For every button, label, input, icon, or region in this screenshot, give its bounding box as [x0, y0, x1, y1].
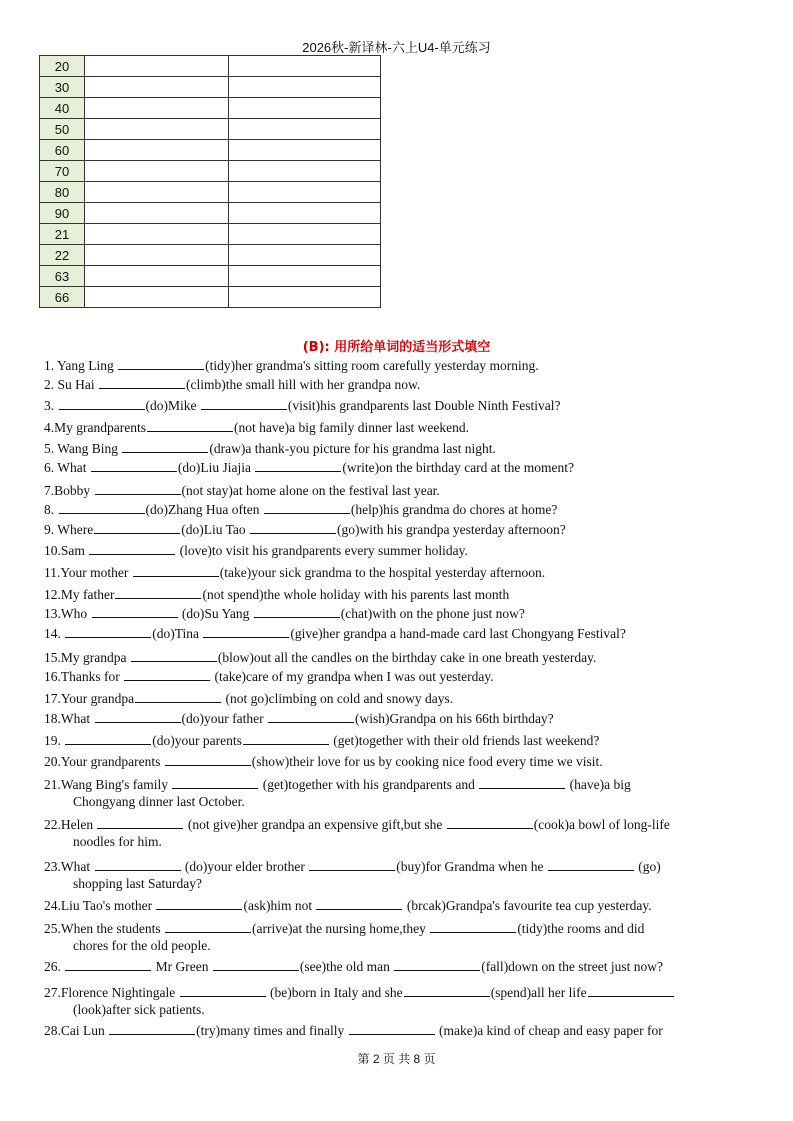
- question-text: (fall)down on the street just now?: [481, 959, 664, 974]
- question-item: [44, 649, 745, 666]
- question-text: (take)your sick grandma to the hospital yesterday afternoon.: [219, 565, 546, 580]
- answer-blank[interactable]: [92, 605, 178, 618]
- table-row: [40, 245, 381, 266]
- answer-blank[interactable]: [99, 376, 185, 389]
- answer-blank[interactable]: [115, 586, 201, 599]
- row-number: 20: [40, 56, 85, 77]
- answer-blank[interactable]: [316, 897, 402, 910]
- question-item: [44, 459, 745, 476]
- question-text: (draw)a thank-you picture for his grandma last night.: [209, 441, 496, 456]
- answer-blank[interactable]: [109, 1022, 195, 1035]
- question-text: (spend)all her life: [490, 985, 587, 1000]
- question-text: (show)their love for us by cooking nice food every time we visit.: [251, 754, 603, 769]
- question-text: (not stay)at home alone on the festival last year.: [181, 483, 440, 498]
- question-text: (arrive)at the nursing home,they: [251, 921, 430, 936]
- question-text: (do)Liu Tao: [181, 522, 250, 537]
- answer-cell[interactable]: [229, 119, 381, 140]
- table-row: [40, 224, 381, 245]
- answer-blank[interactable]: [118, 357, 204, 370]
- answer-cell[interactable]: [85, 224, 229, 245]
- question-text: (get)together with his grandparents and: [259, 777, 479, 792]
- answer-cell[interactable]: [229, 182, 381, 203]
- question-text: 2. Su Hai: [44, 377, 98, 392]
- answer-cell[interactable]: [85, 287, 229, 308]
- answer-blank[interactable]: [94, 521, 180, 534]
- row-number: 63: [40, 266, 85, 287]
- question-text: (do)your father: [181, 711, 267, 726]
- question-text: (blow)out all the candles on the birthday cake in one breath yesterday.: [217, 650, 597, 665]
- question-text: 24.Liu Tao's mother: [44, 898, 156, 913]
- question-item: [44, 1022, 745, 1039]
- answer-cell[interactable]: [85, 56, 229, 77]
- table-row: [40, 266, 381, 287]
- answer-cell[interactable]: [85, 203, 229, 224]
- question-text: (help)his grandma do chores at home?: [350, 502, 558, 517]
- question-text: 18.What: [44, 711, 94, 726]
- answer-blank[interactable]: [97, 816, 183, 829]
- row-number: 21: [40, 224, 85, 245]
- question-item: [44, 668, 745, 685]
- answer-blank[interactable]: [394, 958, 480, 971]
- question-text: (chat)with on the phone just now?: [340, 606, 525, 621]
- answer-blank[interactable]: [250, 521, 336, 534]
- question-text: (do)Mike: [145, 398, 200, 413]
- row-number: 90: [40, 203, 85, 224]
- question-item: [44, 984, 745, 1018]
- question-text: 7.Bobby: [44, 483, 94, 498]
- question-text: (climb)the small hill with her grandpa now.: [186, 377, 421, 392]
- question-text: 20.Your grandparents: [44, 754, 164, 769]
- question-item: [44, 776, 745, 810]
- question-text: 8.: [44, 502, 58, 517]
- question-text: (be)born in Italy and she: [266, 985, 403, 1000]
- answer-blank[interactable]: [65, 625, 151, 638]
- answer-cell[interactable]: [85, 77, 229, 98]
- question-item: [44, 564, 745, 581]
- answer-blank[interactable]: [135, 690, 221, 703]
- question-text: 27.Florence Nightingale: [44, 985, 179, 1000]
- question-item: [44, 440, 745, 457]
- answer-blank[interactable]: [89, 542, 175, 555]
- question-text: 17.Your grandpa: [44, 691, 135, 706]
- question-continuation: [44, 833, 745, 850]
- question-text: (do)Liu Jiajia: [177, 460, 255, 475]
- answer-blank[interactable]: [430, 920, 516, 933]
- question-text: (not spend)the whole holiday with his parents last month: [202, 587, 510, 602]
- answer-blank[interactable]: [124, 668, 210, 681]
- section-title: (B): 用所给单词的适当形式填空: [302, 340, 491, 355]
- answer-blank[interactable]: [147, 419, 233, 432]
- table-row: [40, 98, 381, 119]
- question-text: 21.Wang Bing's family: [44, 777, 172, 792]
- answer-blank[interactable]: [122, 440, 208, 453]
- answer-cell[interactable]: [229, 266, 381, 287]
- question-text: 11.Your mother: [44, 565, 132, 580]
- row-number: 60: [40, 140, 85, 161]
- question-item: [44, 816, 745, 850]
- answer-blank[interactable]: [201, 397, 287, 410]
- answer-blank[interactable]: [447, 816, 533, 829]
- answer-blank[interactable]: [165, 920, 251, 933]
- question-text: 19.: [44, 733, 65, 748]
- answer-blank[interactable]: [309, 858, 395, 871]
- question-continuation: [44, 875, 745, 892]
- answer-cell[interactable]: [85, 119, 229, 140]
- answer-blank[interactable]: [95, 710, 181, 723]
- question-text: 10.Sam: [44, 543, 89, 558]
- question-text: (visit)his grandparents last Double Ninth Festival?: [287, 398, 561, 413]
- answer-blank[interactable]: [479, 776, 565, 789]
- question-item: [44, 419, 745, 436]
- page-footer: 第 2 页 共 8 页: [357, 1052, 436, 1066]
- table-row: [40, 56, 381, 77]
- question-item: [44, 710, 745, 727]
- answer-cell[interactable]: [229, 77, 381, 98]
- question-text: 13.Who: [44, 606, 91, 621]
- answer-blank[interactable]: [180, 984, 266, 997]
- question-item: [44, 482, 745, 499]
- table-row: [40, 182, 381, 203]
- question-text: (go): [634, 859, 661, 874]
- answer-blank[interactable]: [264, 501, 350, 514]
- question-text: (tidy)her grandma's sitting room carefully yesterday morning.: [205, 358, 539, 373]
- question-text: (wish)Grandpa on his 66th birthday?: [354, 711, 554, 726]
- answer-blank[interactable]: [95, 482, 181, 495]
- answer-blank[interactable]: [588, 984, 674, 997]
- answer-blank[interactable]: [255, 459, 341, 472]
- question-item: [44, 586, 745, 603]
- question-text: 9. Where: [44, 522, 94, 537]
- question-item: [44, 753, 745, 770]
- question-item: [44, 897, 745, 914]
- answer-blank[interactable]: [59, 397, 145, 410]
- answer-cell[interactable]: [229, 245, 381, 266]
- row-number: 80: [40, 182, 85, 203]
- question-continuation: [44, 1001, 745, 1018]
- question-text: (try)many times and finally: [196, 1023, 348, 1038]
- answer-blank[interactable]: [131, 649, 217, 662]
- answer-blank[interactable]: [156, 897, 242, 910]
- question-text: (do)your elder brother: [181, 859, 309, 874]
- question-text: (cook)a bowl of long-life: [533, 817, 670, 832]
- answer-cell[interactable]: [229, 161, 381, 182]
- question-text: 3.: [44, 398, 58, 413]
- question-item: [44, 357, 745, 374]
- answer-blank[interactable]: [213, 958, 299, 971]
- question-text: (give)her grandpa a hand-made card last Chongyang Festival?: [290, 626, 626, 641]
- question-continuation: [44, 793, 745, 810]
- question-item: [44, 690, 745, 707]
- table-row: [40, 203, 381, 224]
- question-text: (buy)for Grandma when he: [396, 859, 547, 874]
- question-item: [44, 958, 745, 975]
- question-text: (make)a kind of cheap and easy paper for: [435, 1023, 663, 1038]
- question-text: (do)Su Yang: [178, 606, 253, 621]
- question-text: (not have)a big family dinner last weekend.: [233, 420, 470, 435]
- question-text: (have)a big: [566, 777, 631, 792]
- answer-cell[interactable]: [85, 266, 229, 287]
- question-text: chores for the old people.: [73, 938, 211, 953]
- row-number: 66: [40, 287, 85, 308]
- number-table: [39, 55, 381, 308]
- question-text: 28.Cai Lun: [44, 1023, 109, 1038]
- page-header: 2026秋-新译林-六上U4-单元练习: [302, 40, 491, 55]
- question-text: 4.My grandparents: [44, 420, 146, 435]
- answer-blank[interactable]: [65, 958, 151, 971]
- question-item: [44, 625, 745, 642]
- question-text: (not give)her grandpa an expensive gift,but she: [184, 817, 446, 832]
- question-text: 12.My father: [44, 587, 115, 602]
- question-text: (get)together with their old friends last weekend?: [329, 733, 600, 748]
- question-text: (tidy)the rooms and did: [517, 921, 645, 936]
- question-text: (brcak)Grandpa's favourite tea cup yesterday.: [403, 898, 652, 913]
- question-item: [44, 397, 745, 414]
- question-text: (do)your parents: [152, 733, 242, 748]
- question-item: [44, 376, 745, 393]
- question-text: 25.When the students: [44, 921, 164, 936]
- answer-blank[interactable]: [95, 858, 181, 871]
- answer-blank[interactable]: [165, 753, 251, 766]
- answer-cell[interactable]: [229, 140, 381, 161]
- question-text: shopping last Saturday?: [73, 876, 202, 891]
- question-continuation: [44, 937, 745, 954]
- answer-cell[interactable]: [229, 203, 381, 224]
- question-text: (do)Tina: [152, 626, 203, 641]
- answer-cell[interactable]: [229, 56, 381, 77]
- answer-blank[interactable]: [133, 564, 219, 577]
- answer-blank[interactable]: [268, 710, 354, 723]
- question-text: 22.Helen: [44, 817, 97, 832]
- question-text: (write)on the birthday card at the moment?: [342, 460, 575, 475]
- answer-blank[interactable]: [243, 732, 329, 745]
- answer-cell[interactable]: [85, 245, 229, 266]
- question-text: (do)Zhang Hua often: [145, 502, 263, 517]
- question-text: 5. Wang Bing: [44, 441, 122, 456]
- question-text: Chongyang dinner last October.: [73, 794, 245, 809]
- question-item: [44, 858, 745, 892]
- question-text: 26.: [44, 959, 65, 974]
- question-text: noodles for him.: [73, 834, 162, 849]
- question-text: 6. What: [44, 460, 90, 475]
- question-item: [44, 521, 745, 538]
- question-text: 23.What: [44, 859, 94, 874]
- answer-blank[interactable]: [404, 984, 490, 997]
- answer-cell[interactable]: [229, 287, 381, 308]
- answer-blank[interactable]: [172, 776, 258, 789]
- question-text: (ask)him not: [243, 898, 316, 913]
- row-number: 22: [40, 245, 85, 266]
- question-item: [44, 732, 745, 749]
- row-number: 50: [40, 119, 85, 140]
- question-text: 16.Thanks for: [44, 669, 124, 684]
- question-text: (not go)climbing on cold and snowy days.: [222, 691, 454, 706]
- table-row: [40, 287, 381, 308]
- question-item: [44, 605, 745, 622]
- answer-blank[interactable]: [254, 605, 340, 618]
- row-number: 40: [40, 98, 85, 119]
- answer-blank[interactable]: [91, 459, 177, 472]
- answer-cell[interactable]: [85, 161, 229, 182]
- question-text: 14.: [44, 626, 65, 641]
- question-item: [44, 920, 745, 954]
- question-text: Mr Green: [152, 959, 212, 974]
- row-number: 30: [40, 77, 85, 98]
- table-row: [40, 119, 381, 140]
- question-text: 15.My grandpa: [44, 650, 130, 665]
- table-row: [40, 140, 381, 161]
- question-text: (see)the old man: [299, 959, 394, 974]
- answer-blank[interactable]: [59, 501, 145, 514]
- question-text: (look)after sick patients.: [73, 1002, 205, 1017]
- answer-blank[interactable]: [548, 858, 634, 871]
- answer-cell[interactable]: [85, 98, 229, 119]
- table-row: [40, 77, 381, 98]
- question-text: (go)with his grandpa yesterday afternoon?: [337, 522, 566, 537]
- row-number: 70: [40, 161, 85, 182]
- table-row: [40, 161, 381, 182]
- question-text: (take)care of my grandpa when I was out yesterday.: [211, 669, 494, 684]
- question-text: (love)to visit his grandparents every summer holiday.: [176, 543, 468, 558]
- answer-blank[interactable]: [203, 625, 289, 638]
- answer-cell[interactable]: [229, 224, 381, 245]
- answer-cell[interactable]: [85, 182, 229, 203]
- question-text: 1. Yang Ling: [44, 358, 118, 373]
- answer-blank[interactable]: [65, 732, 151, 745]
- answer-blank[interactable]: [349, 1022, 435, 1035]
- answer-cell[interactable]: [229, 98, 381, 119]
- answer-cell[interactable]: [85, 140, 229, 161]
- question-item: [44, 542, 745, 559]
- question-item: [44, 501, 745, 518]
